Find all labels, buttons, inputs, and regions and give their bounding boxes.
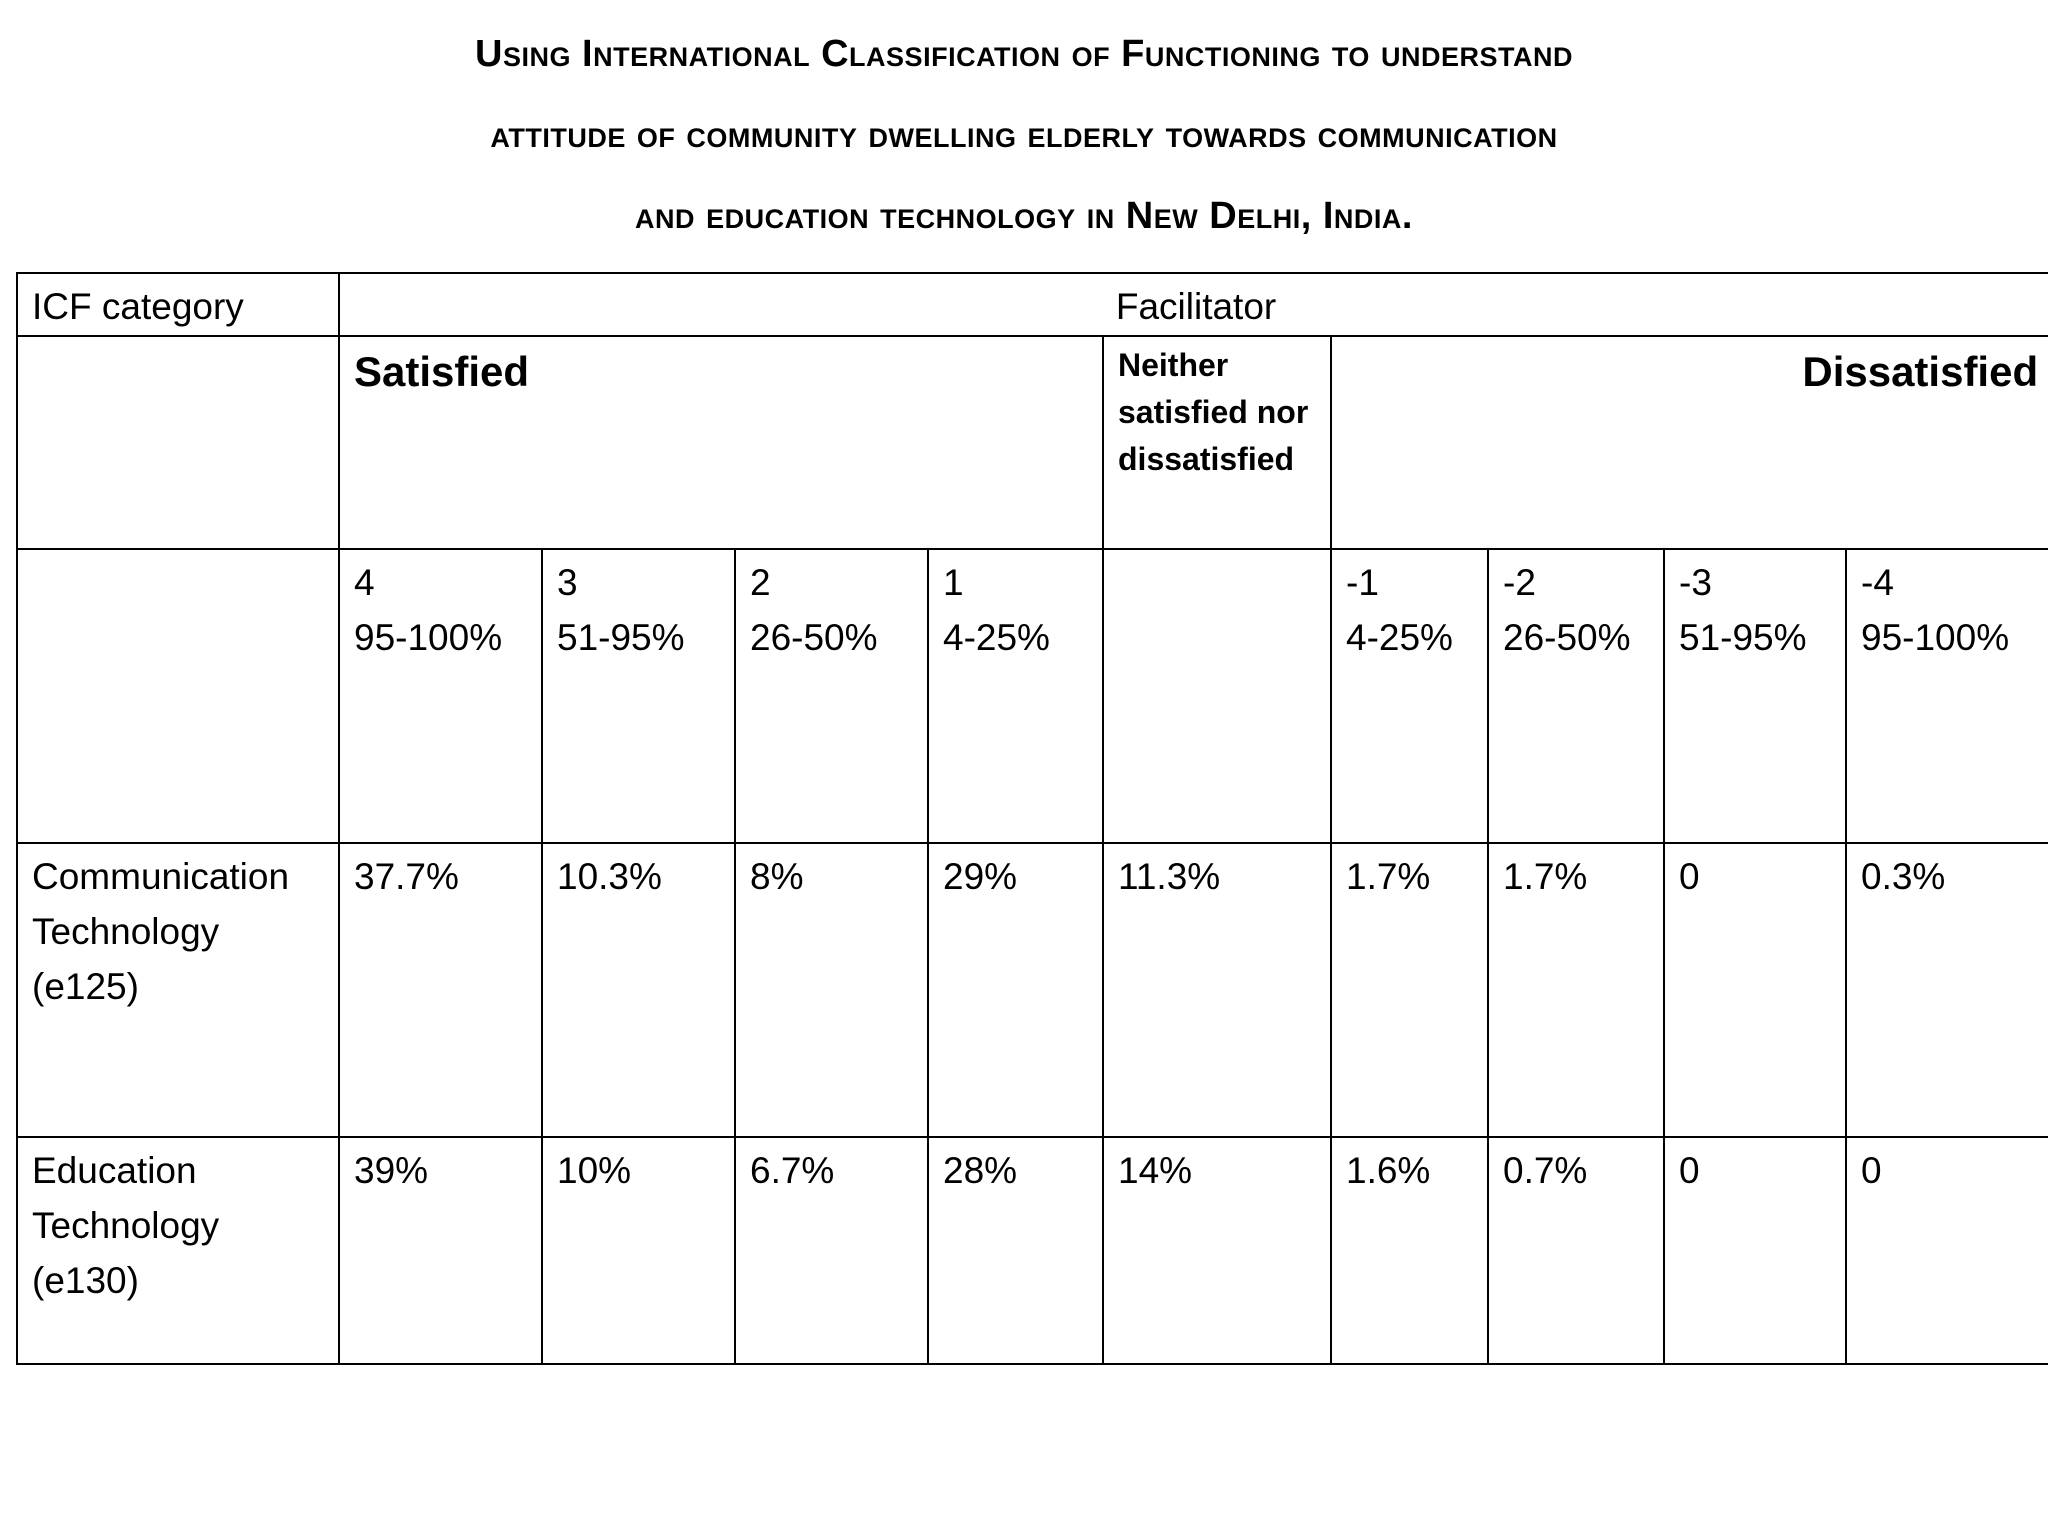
value-cell: 10.3% (542, 843, 735, 1137)
scale-score: -1 (1346, 562, 1379, 603)
title-line-2: attitude of community dwelling elderly towards communication (490, 114, 1558, 156)
value-cell: 11.3% (1103, 843, 1331, 1137)
row-category: Education Technology (e130) (17, 1137, 339, 1364)
title-line-3: and education technology in New Delhi, India. (635, 195, 1413, 237)
value-cell: 0 (1664, 843, 1846, 1137)
table-row (17, 1137, 2048, 1364)
slide-title (100, 14, 1948, 257)
scale-cell-minus-2 (1488, 549, 1664, 843)
scale-score: 2 (750, 562, 771, 603)
scale-range: 4-25% (943, 617, 1050, 658)
empty-cell (17, 549, 339, 843)
value-cell: 39% (339, 1137, 542, 1364)
scale-range: 26-50% (1503, 617, 1631, 658)
scale-cell-minus-4 (1846, 549, 2048, 843)
value-cell: 14% (1103, 1137, 1331, 1364)
value-cell: 1.7% (1331, 843, 1488, 1137)
scale-range: 51-95% (557, 617, 685, 658)
group-row (17, 336, 2048, 549)
value-cell: 0.7% (1488, 1137, 1664, 1364)
row-category: Communication Technology (e125) (17, 843, 339, 1137)
value-cell: 10% (542, 1137, 735, 1364)
scale-score: 1 (943, 562, 964, 603)
value-cell: 8% (735, 843, 928, 1137)
value-cell: 0 (1664, 1137, 1846, 1364)
scale-cell-3 (542, 549, 735, 843)
scale-score: -4 (1861, 562, 1894, 603)
value-cell: 6.7% (735, 1137, 928, 1364)
icf-results-table (16, 272, 2048, 1365)
table-row (17, 843, 2048, 1137)
title-line-1: Using International Classification of Functioning to understand (475, 33, 1573, 75)
scale-cell-4 (339, 549, 542, 843)
scale-cell-1 (928, 549, 1103, 843)
scale-range: 51-95% (1679, 617, 1807, 658)
value-cell: 1.6% (1331, 1137, 1488, 1364)
scale-range: 95-100% (1861, 617, 2010, 658)
scale-row (17, 549, 2048, 843)
facilitator-header: Facilitator (339, 273, 2048, 336)
scale-cell-minus-1 (1331, 549, 1488, 843)
neither-header: Neither satisfied nor dissatisfied (1103, 336, 1331, 549)
scale-cell-2 (735, 549, 928, 843)
scale-range: 26-50% (750, 617, 878, 658)
icf-category-header: ICF category (17, 273, 339, 336)
value-cell: 0.3% (1846, 843, 2048, 1137)
value-cell: 28% (928, 1137, 1103, 1364)
scale-cell-neither (1103, 549, 1331, 843)
value-cell: 37.7% (339, 843, 542, 1137)
scale-range: 4-25% (1346, 617, 1453, 658)
scale-score: -3 (1679, 562, 1712, 603)
scale-cell-minus-3 (1664, 549, 1846, 843)
value-cell: 0 (1846, 1137, 2048, 1364)
empty-cell (17, 336, 339, 549)
scale-score: 4 (354, 562, 375, 603)
scale-score: 3 (557, 562, 578, 603)
value-cell: 1.7% (1488, 843, 1664, 1137)
satisfied-header: Satisfied (339, 336, 1103, 549)
scale-range: 95-100% (354, 617, 503, 658)
dissatisfied-header: Dissatisfied (1331, 336, 2048, 549)
value-cell: 29% (928, 843, 1103, 1137)
scale-score: -2 (1503, 562, 1536, 603)
header-row (17, 273, 2048, 336)
